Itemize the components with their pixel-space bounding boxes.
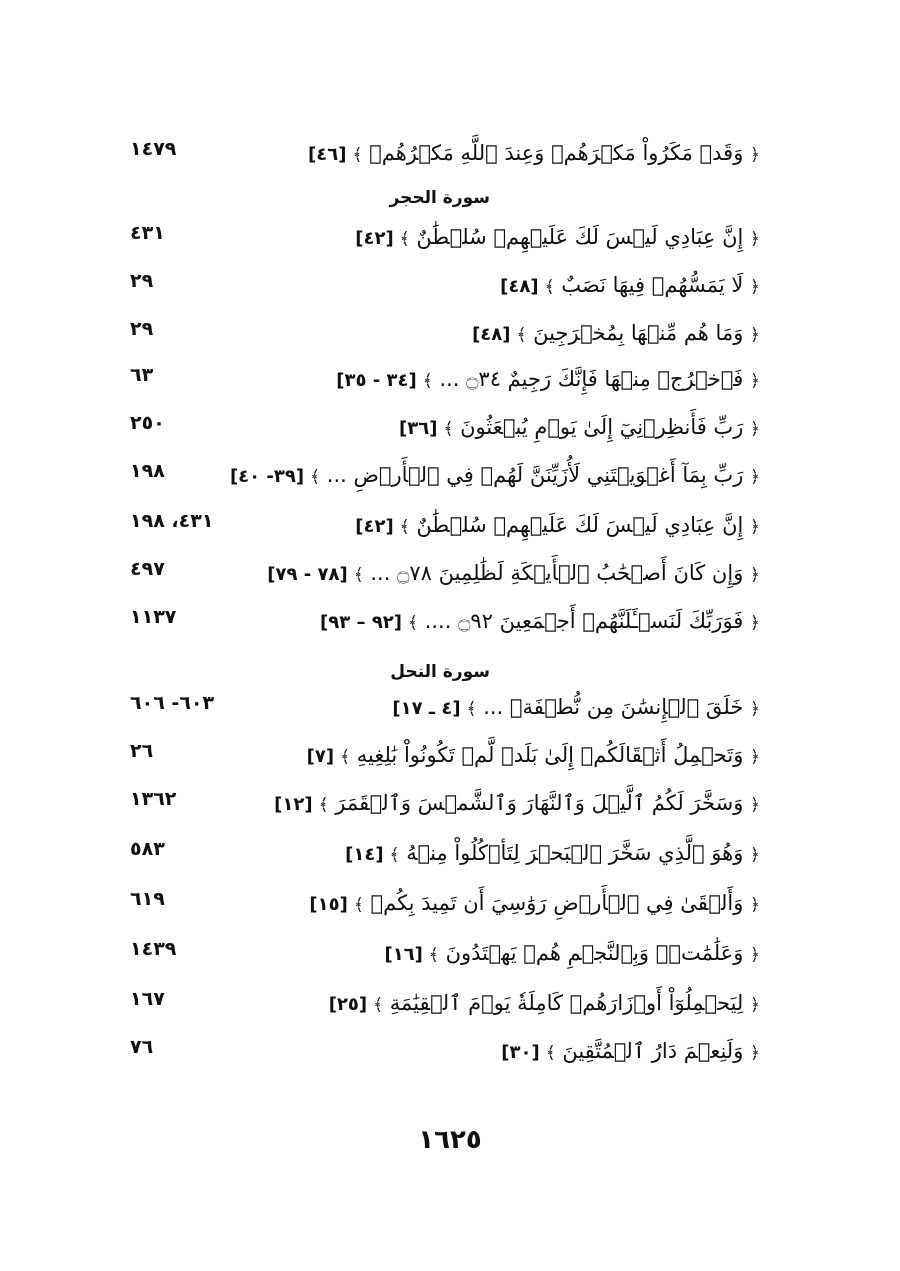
verse-text: وَإِن كَانَ أَصۡحَٰبُ ٱلۡأَيۡكَةِ لَظَٰلِمِينَ ۝٧٨ ... bbox=[370, 561, 744, 585]
page-reference: ١٩٨ bbox=[130, 460, 165, 482]
ornate-bracket-open-icon: ﴿ bbox=[750, 371, 760, 391]
ornate-bracket-close-icon: ﴾ bbox=[310, 467, 321, 487]
page-reference: ٧٦ bbox=[130, 1036, 154, 1058]
ornate-bracket-open-icon: ﴿ bbox=[750, 325, 760, 345]
ornate-bracket-close-icon: ﴾ bbox=[422, 371, 433, 391]
verse-text: رَبِّ فَأَنظِرۡنِيٓ إِلَىٰ يَوۡمِ يُبۡعَثُونَ bbox=[460, 415, 744, 439]
verse-text: وَقَدۡ مَكَرُواْ مَكۡرَهُمۡ وَعِندَ ٱللَّهِ مَكۡرُهُمۡ bbox=[369, 141, 744, 165]
verse-text: إِنَّ عِبَادِي لَيۡسَ لَكَ عَلَيۡهِمۡ سُلۡطَٰنٌ bbox=[416, 225, 744, 249]
ayah-number: [٤٨] bbox=[500, 276, 539, 297]
page-reference: ٦١٩ bbox=[130, 888, 165, 910]
verse-text: وَلَنِعۡمَ دَارُ ٱلۡمُتَّقِينَ bbox=[562, 1039, 744, 1063]
page-reference: ٢٩ bbox=[130, 318, 154, 340]
verse-text: لَا يَمَسُّهُمۡ فِيهَا نَصَبٌ bbox=[561, 273, 744, 297]
verse-text: رَبِّ بِمَآ أَغۡوَيۡتَنِي لَأُزَيِّنَنَّ لَهُمۡ فِي ٱلۡأَرۡضِ ... bbox=[326, 463, 744, 487]
verse-line bbox=[501, 1034, 760, 1070]
page-reference: ٤٣١ bbox=[130, 222, 165, 244]
ornate-bracket-open-icon: ﴿ bbox=[750, 995, 760, 1015]
ornate-bracket-open-icon: ﴿ bbox=[750, 895, 760, 915]
ayah-number: [٣٦] bbox=[399, 418, 438, 439]
index-entry bbox=[120, 268, 760, 308]
page-reference: ٤٩٧ bbox=[130, 558, 165, 580]
verse-line bbox=[500, 268, 760, 304]
ayah-number: [٢٥] bbox=[328, 994, 368, 1015]
page-reference: ١٤٣٩ bbox=[130, 938, 177, 960]
ornate-bracket-close-icon: ﴾ bbox=[443, 419, 454, 439]
ornate-bracket-close-icon: ﴾ bbox=[353, 895, 364, 915]
ayah-number: [٤٢] bbox=[355, 228, 394, 249]
ornate-bracket-open-icon: ﴿ bbox=[750, 845, 760, 865]
index-entry bbox=[120, 1034, 760, 1074]
verse-text: وَأَلۡقَىٰ فِي ٱلۡأَرۡضِ رَوَٰسِيَ أَن تَمِيدَ بِكُمۡ bbox=[370, 891, 744, 915]
page-reference: ١١٣٧ bbox=[130, 606, 177, 628]
ayah-number: [٤٦] bbox=[308, 144, 347, 165]
ornate-bracket-close-icon: ﴾ bbox=[318, 795, 329, 815]
index-entry bbox=[120, 936, 760, 976]
verse-line bbox=[336, 362, 760, 398]
index-entry bbox=[120, 410, 760, 450]
verse-text: فَوَرَبِّكَ لَنَسۡـَٔلَنَّهُمۡ أَجۡمَعِينَ ۝٩٢ .... bbox=[424, 609, 744, 633]
index-entry bbox=[120, 738, 760, 778]
ornate-bracket-open-icon: ﴿ bbox=[750, 517, 760, 537]
index-entry bbox=[120, 690, 760, 730]
index-entry bbox=[120, 786, 760, 826]
ornate-bracket-open-icon: ﴿ bbox=[750, 419, 760, 439]
ornate-bracket-open-icon: ﴿ bbox=[750, 145, 760, 165]
ornate-bracket-open-icon: ﴿ bbox=[750, 229, 760, 249]
page-reference: ٤٣١، ١٩٨ bbox=[130, 510, 214, 532]
page-reference: ٦٣ bbox=[130, 364, 154, 386]
verse-line bbox=[320, 604, 760, 640]
verse-text: فَٱخۡرُجۡ مِنۡهَا فَإِنَّكَ رَجِيمٌ ۝٣٤ ... bbox=[439, 367, 744, 391]
index-entry bbox=[120, 836, 760, 876]
ornate-bracket-open-icon: ﴿ bbox=[750, 945, 760, 965]
surah-heading-nahl: سورة النحل bbox=[390, 662, 490, 682]
ornate-bracket-close-icon: ﴾ bbox=[408, 613, 418, 633]
verse-text: وَتَحۡمِلُ أَثۡقَالَكُمۡ إِلَىٰ بَلَدٖ لَّمۡ تَكُونُواْ بَٰلِغِيهِ bbox=[356, 743, 744, 767]
ornate-bracket-close-icon: ﴾ bbox=[516, 325, 527, 345]
verse-line bbox=[355, 220, 760, 256]
page-reference: ٢٥٠ bbox=[130, 412, 165, 434]
ornate-bracket-open-icon: ﴿ bbox=[750, 467, 760, 487]
verse-line bbox=[308, 136, 760, 172]
ayah-number: [٣٩- ٤٠] bbox=[229, 466, 305, 487]
surah-heading-hijr: سورة الحجر bbox=[389, 188, 490, 208]
verse-line bbox=[267, 556, 760, 592]
index-entry bbox=[120, 458, 760, 498]
page-reference: ١٦٧ bbox=[130, 988, 165, 1010]
page-reference: ١٤٧٩ bbox=[130, 138, 177, 160]
ornate-bracket-close-icon: ﴾ bbox=[389, 845, 400, 865]
verse-text: وَعَلَٰمَٰتٖۚ وَبِٱلنَّجۡمِ هُمۡ يَهۡتَدُونَ bbox=[445, 941, 744, 965]
ornate-bracket-open-icon: ﴿ bbox=[750, 699, 760, 719]
ayah-number: [٣٤ - ٣٥] bbox=[336, 370, 417, 391]
index-entry bbox=[120, 136, 760, 176]
verse-text: وَهُوَ ٱلَّذِي سَخَّرَ ٱلۡبَحۡرَ لِتَأۡكُلُواْ مِنۡهُ bbox=[406, 841, 744, 865]
ayah-number: [١٢] bbox=[274, 794, 313, 815]
page-reference: ٢٩ bbox=[130, 270, 154, 292]
ayah-number: [٤٢] bbox=[355, 516, 394, 537]
verse-line bbox=[307, 738, 760, 774]
verse-line bbox=[355, 508, 760, 544]
index-entry bbox=[120, 986, 760, 1026]
verse-line bbox=[384, 936, 760, 972]
verse-line bbox=[329, 986, 760, 1022]
ayah-number: [١٤] bbox=[345, 844, 384, 865]
ornate-bracket-open-icon: ﴿ bbox=[750, 1043, 760, 1063]
verse-line bbox=[274, 786, 760, 822]
index-entry bbox=[120, 362, 760, 402]
ayah-number: [٤٨] bbox=[472, 324, 511, 345]
page-reference: ٥٨٣ bbox=[130, 838, 165, 860]
ornate-bracket-close-icon: ﴾ bbox=[399, 517, 410, 537]
verse-line bbox=[472, 316, 760, 352]
ornate-bracket-open-icon: ﴿ bbox=[750, 747, 760, 767]
ornate-bracket-close-icon: ﴾ bbox=[544, 277, 555, 297]
ornate-bracket-open-icon: ﴿ bbox=[750, 565, 760, 585]
ornate-bracket-close-icon: ﴾ bbox=[373, 995, 384, 1015]
ayah-number: [٤ ـ ١٧] bbox=[392, 698, 461, 719]
ornate-bracket-open-icon: ﴿ bbox=[750, 795, 760, 815]
ayah-number: [٩٢ – ٩٣] bbox=[320, 612, 403, 633]
ornate-bracket-close-icon: ﴾ bbox=[352, 145, 363, 165]
index-entry bbox=[120, 556, 760, 596]
ayah-number: [٧] bbox=[306, 746, 335, 767]
index-entry bbox=[120, 316, 760, 356]
ornate-bracket-open-icon: ﴿ bbox=[750, 613, 760, 633]
page-reference: ٦٠٣- ٦٠٦ bbox=[130, 692, 215, 714]
verse-text: وَسَخَّرَ لَكُمُ ٱلَّيۡلَ وَٱلنَّهَارَ وَٱلشَّمۡسَ وَٱلۡقَمَرَ bbox=[335, 791, 744, 815]
verse-line bbox=[309, 886, 760, 922]
page-folio-number: ١٦٢٥ bbox=[418, 1125, 482, 1155]
ayah-number: [١٥] bbox=[309, 894, 348, 915]
page-reference: ٢٦ bbox=[130, 740, 154, 762]
ornate-bracket-open-icon: ﴿ bbox=[750, 277, 760, 297]
verse-line bbox=[392, 690, 760, 726]
verse-text: لِيَحۡمِلُوٓاْ أَوۡزَارَهُمۡ كَامِلَةٗ يَوۡمَ ٱلۡقِيَٰمَةِ bbox=[389, 991, 744, 1015]
ornate-bracket-close-icon: ﴾ bbox=[428, 945, 439, 965]
ayah-number: [١٦] bbox=[384, 944, 423, 965]
ornate-bracket-close-icon: ﴾ bbox=[399, 229, 410, 249]
ayah-number: [٧٨ - ٧٩] bbox=[267, 564, 348, 585]
ayah-number: [٣٠] bbox=[501, 1042, 540, 1063]
verse-text: إِنَّ عِبَادِي لَيۡسَ لَكَ عَلَيۡهِمۡ سُلۡطَٰنٌ bbox=[416, 513, 744, 537]
page-reference: ١٣٦٢ bbox=[130, 788, 177, 810]
verse-line bbox=[399, 410, 760, 446]
verse-line bbox=[229, 458, 760, 494]
index-entry bbox=[120, 604, 760, 644]
verse-text: خَلَقَ ٱلۡإِنسَٰنَ مِن نُّطۡفَةٖ ... bbox=[483, 695, 744, 719]
verse-line bbox=[345, 836, 760, 872]
index-entry bbox=[120, 508, 760, 548]
ornate-bracket-close-icon: ﴾ bbox=[545, 1043, 556, 1063]
index-entry bbox=[120, 220, 760, 260]
verse-text: وَمَا هُم مِّنۡهَا بِمُخۡرَجِينَ bbox=[533, 321, 744, 345]
index-entry bbox=[120, 886, 760, 926]
ornate-bracket-close-icon: ﴾ bbox=[466, 699, 477, 719]
ornate-bracket-close-icon: ﴾ bbox=[340, 747, 351, 767]
ornate-bracket-close-icon: ﴾ bbox=[353, 565, 364, 585]
